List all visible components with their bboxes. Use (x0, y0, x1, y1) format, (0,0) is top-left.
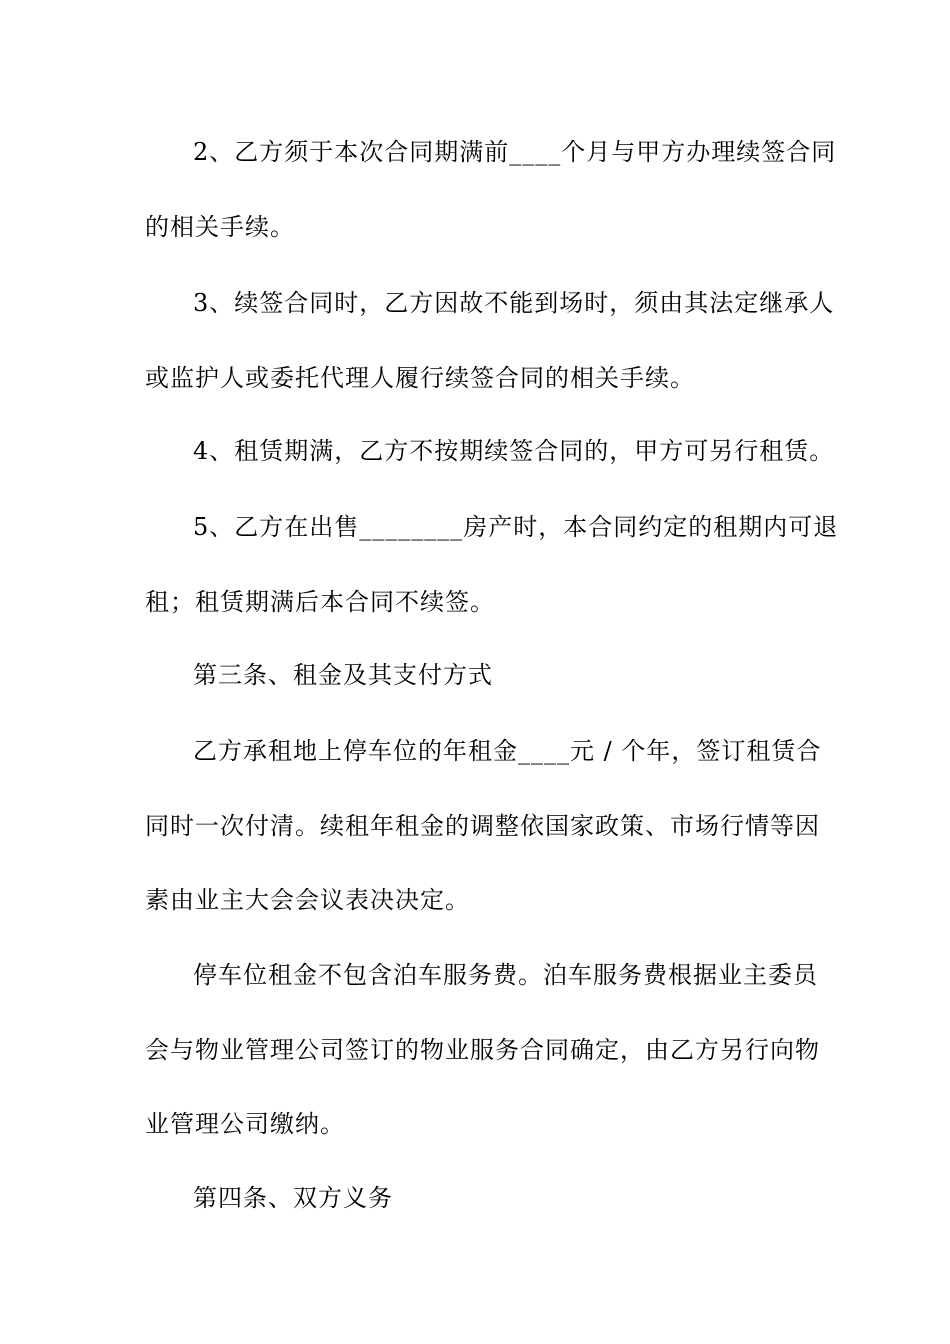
paragraph-line: 5、乙方在出售________房产时，本合同约定的租期内可退 (193, 513, 839, 541)
paragraph-line: 乙方承租地上停车位的年租金____元 / 个年，签订租赁合 (193, 737, 822, 765)
section-heading: 第四条、双方义务 (193, 1184, 393, 1212)
paragraph-line: 2、乙方须于本次合同期满前____个月与甲方办理续签合同 (193, 138, 837, 166)
paragraph-line: 业管理公司缴纳。 (145, 1110, 345, 1138)
paragraph-line: 租；租赁期满后本合同不续签。 (145, 588, 495, 616)
paragraph-line: 会与物业管理公司签订的物业服务合同确定，由乙方另行向物 (145, 1036, 820, 1064)
paragraph-line: 停车位租金不包含泊车服务费。泊车服务费根据业主委员 (193, 961, 818, 989)
paragraph-line: 的相关手续。 (145, 213, 295, 241)
paragraph-line: 或监护人或委托代理人履行续签合同的相关手续。 (145, 364, 695, 392)
paragraph-line: 素由业主大会会议表决决定。 (145, 886, 470, 914)
section-heading: 第三条、租金及其支付方式 (193, 661, 493, 689)
paragraph-line: 4、租赁期满，乙方不按期续签合同的，甲方可另行租赁。 (193, 437, 835, 465)
paragraph-line: 3、续签合同时，乙方因故不能到场时，须由其法定继承人 (193, 289, 835, 317)
paragraph-line: 同时一次付清。续租年租金的调整依国家政策、市场行情等因 (145, 812, 820, 840)
